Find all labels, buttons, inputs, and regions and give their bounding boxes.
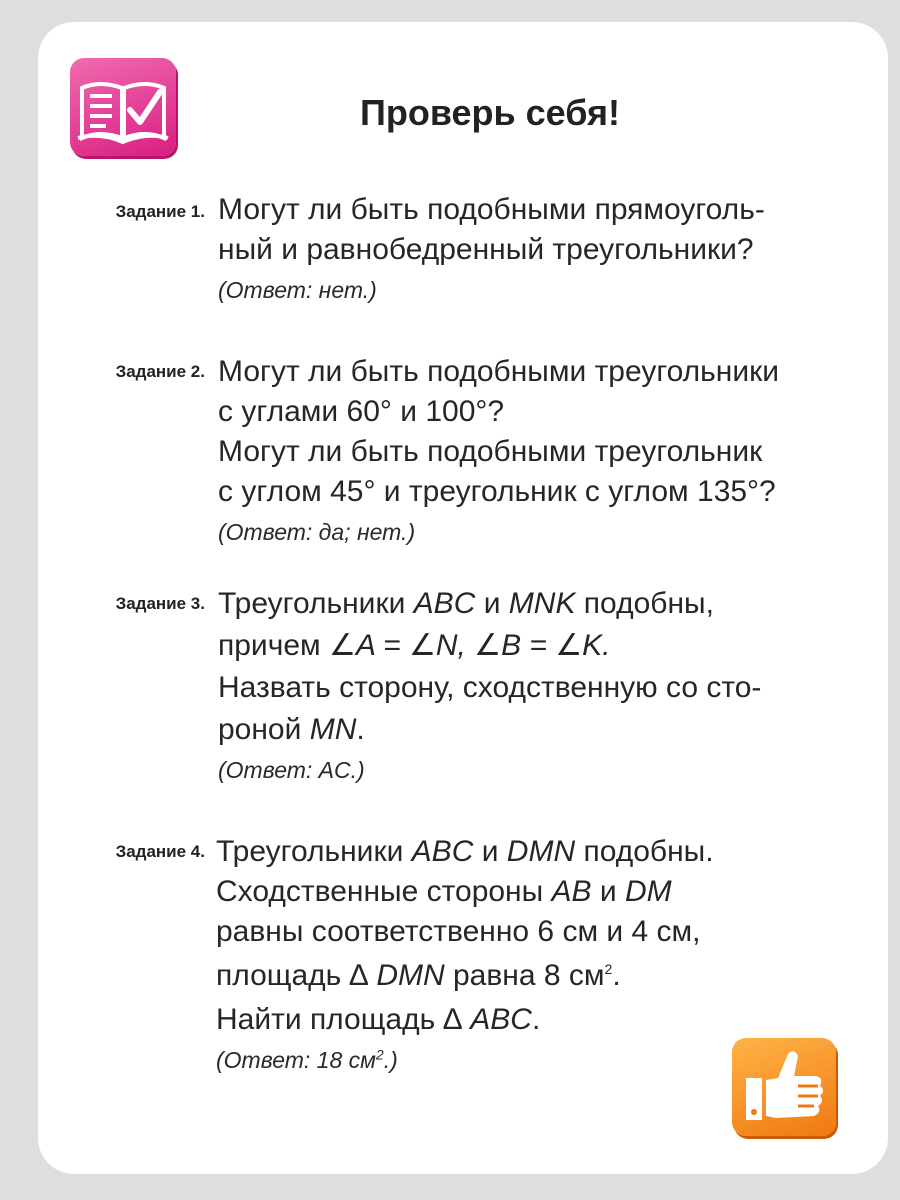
- side-name: DM: [625, 875, 672, 908]
- task-line: [216, 832, 876, 872]
- text-span: .: [531, 1003, 541, 1036]
- text-span: Найти площадь ∆: [216, 1003, 471, 1036]
- text-span: и: [473, 835, 507, 868]
- task-label: Задание 2.: [115, 362, 205, 381]
- text-span: подобны,: [575, 587, 714, 620]
- task-answer: (Ответ: AC.): [218, 757, 365, 783]
- angle-equation: ∠A = ∠N, ∠B = ∠K.: [328, 629, 611, 662]
- task-text: [218, 352, 878, 552]
- text-span: .: [612, 959, 621, 992]
- task-line: [218, 584, 878, 624]
- text-span: подобны.: [575, 835, 714, 868]
- task-label: Задание 1.: [115, 202, 205, 221]
- task-label: Задание 3.: [115, 594, 205, 613]
- text-span: (Ответ: 18 см: [216, 1047, 376, 1073]
- side-name: AB: [551, 875, 592, 908]
- superscript: 2: [604, 961, 613, 977]
- text-span: и: [475, 587, 509, 620]
- text-span: Сходственные стороны: [216, 875, 552, 908]
- task-line: Могут ли быть подобными треугольники: [218, 355, 779, 388]
- text-span: .: [356, 713, 365, 746]
- triangle-name: ABC: [470, 1003, 532, 1036]
- task-line: [216, 1000, 876, 1040]
- text-span: площадь ∆: [216, 959, 377, 992]
- task-line: ный и равнобедренный треугольники?: [218, 233, 754, 266]
- text-span: роной: [218, 713, 310, 746]
- text-span: причем: [218, 629, 329, 662]
- triangle-name: MNK: [508, 587, 576, 620]
- task-line: равны соответственно 6 см и 4 см,: [216, 915, 701, 948]
- page-title: Проверь себя!: [360, 92, 620, 133]
- side-name: MN: [309, 713, 357, 746]
- task-line: [218, 626, 878, 666]
- task-line: Назвать сторону, сходственную со сто-: [218, 671, 762, 704]
- task-line: Могут ли быть подобными треугольник: [218, 435, 763, 468]
- task-line: [218, 710, 878, 750]
- task-line: [216, 956, 876, 996]
- task-line: с углами 60° и 100°?: [218, 395, 505, 428]
- thumbs-up-icon: [732, 1038, 836, 1136]
- task-label: Задание 4.: [115, 842, 205, 861]
- text-span: и: [591, 875, 625, 908]
- superscript: 2: [375, 1046, 384, 1063]
- triangle-name: ABC: [413, 587, 476, 620]
- triangle-name: DMN: [376, 959, 445, 992]
- task-text: [218, 584, 878, 790]
- task-answer: (Ответ: нет.): [218, 277, 377, 303]
- book-check-icon: [70, 58, 176, 156]
- task-line: [216, 872, 876, 912]
- triangle-name: DMN: [506, 835, 576, 868]
- text-span: Треугольники: [218, 587, 414, 620]
- task-answer: (Ответ: да; нет.): [218, 519, 416, 545]
- text-span: .): [383, 1047, 398, 1073]
- text-span: равна 8 см: [444, 959, 605, 992]
- task-line: с углом 45° и треугольник с углом 135°?: [218, 475, 776, 508]
- task-line: Могут ли быть подобными прямоуголь-: [218, 193, 765, 226]
- triangle-name: ABC: [411, 835, 474, 868]
- task-text: [218, 190, 878, 310]
- text-span: Треугольники: [216, 835, 412, 868]
